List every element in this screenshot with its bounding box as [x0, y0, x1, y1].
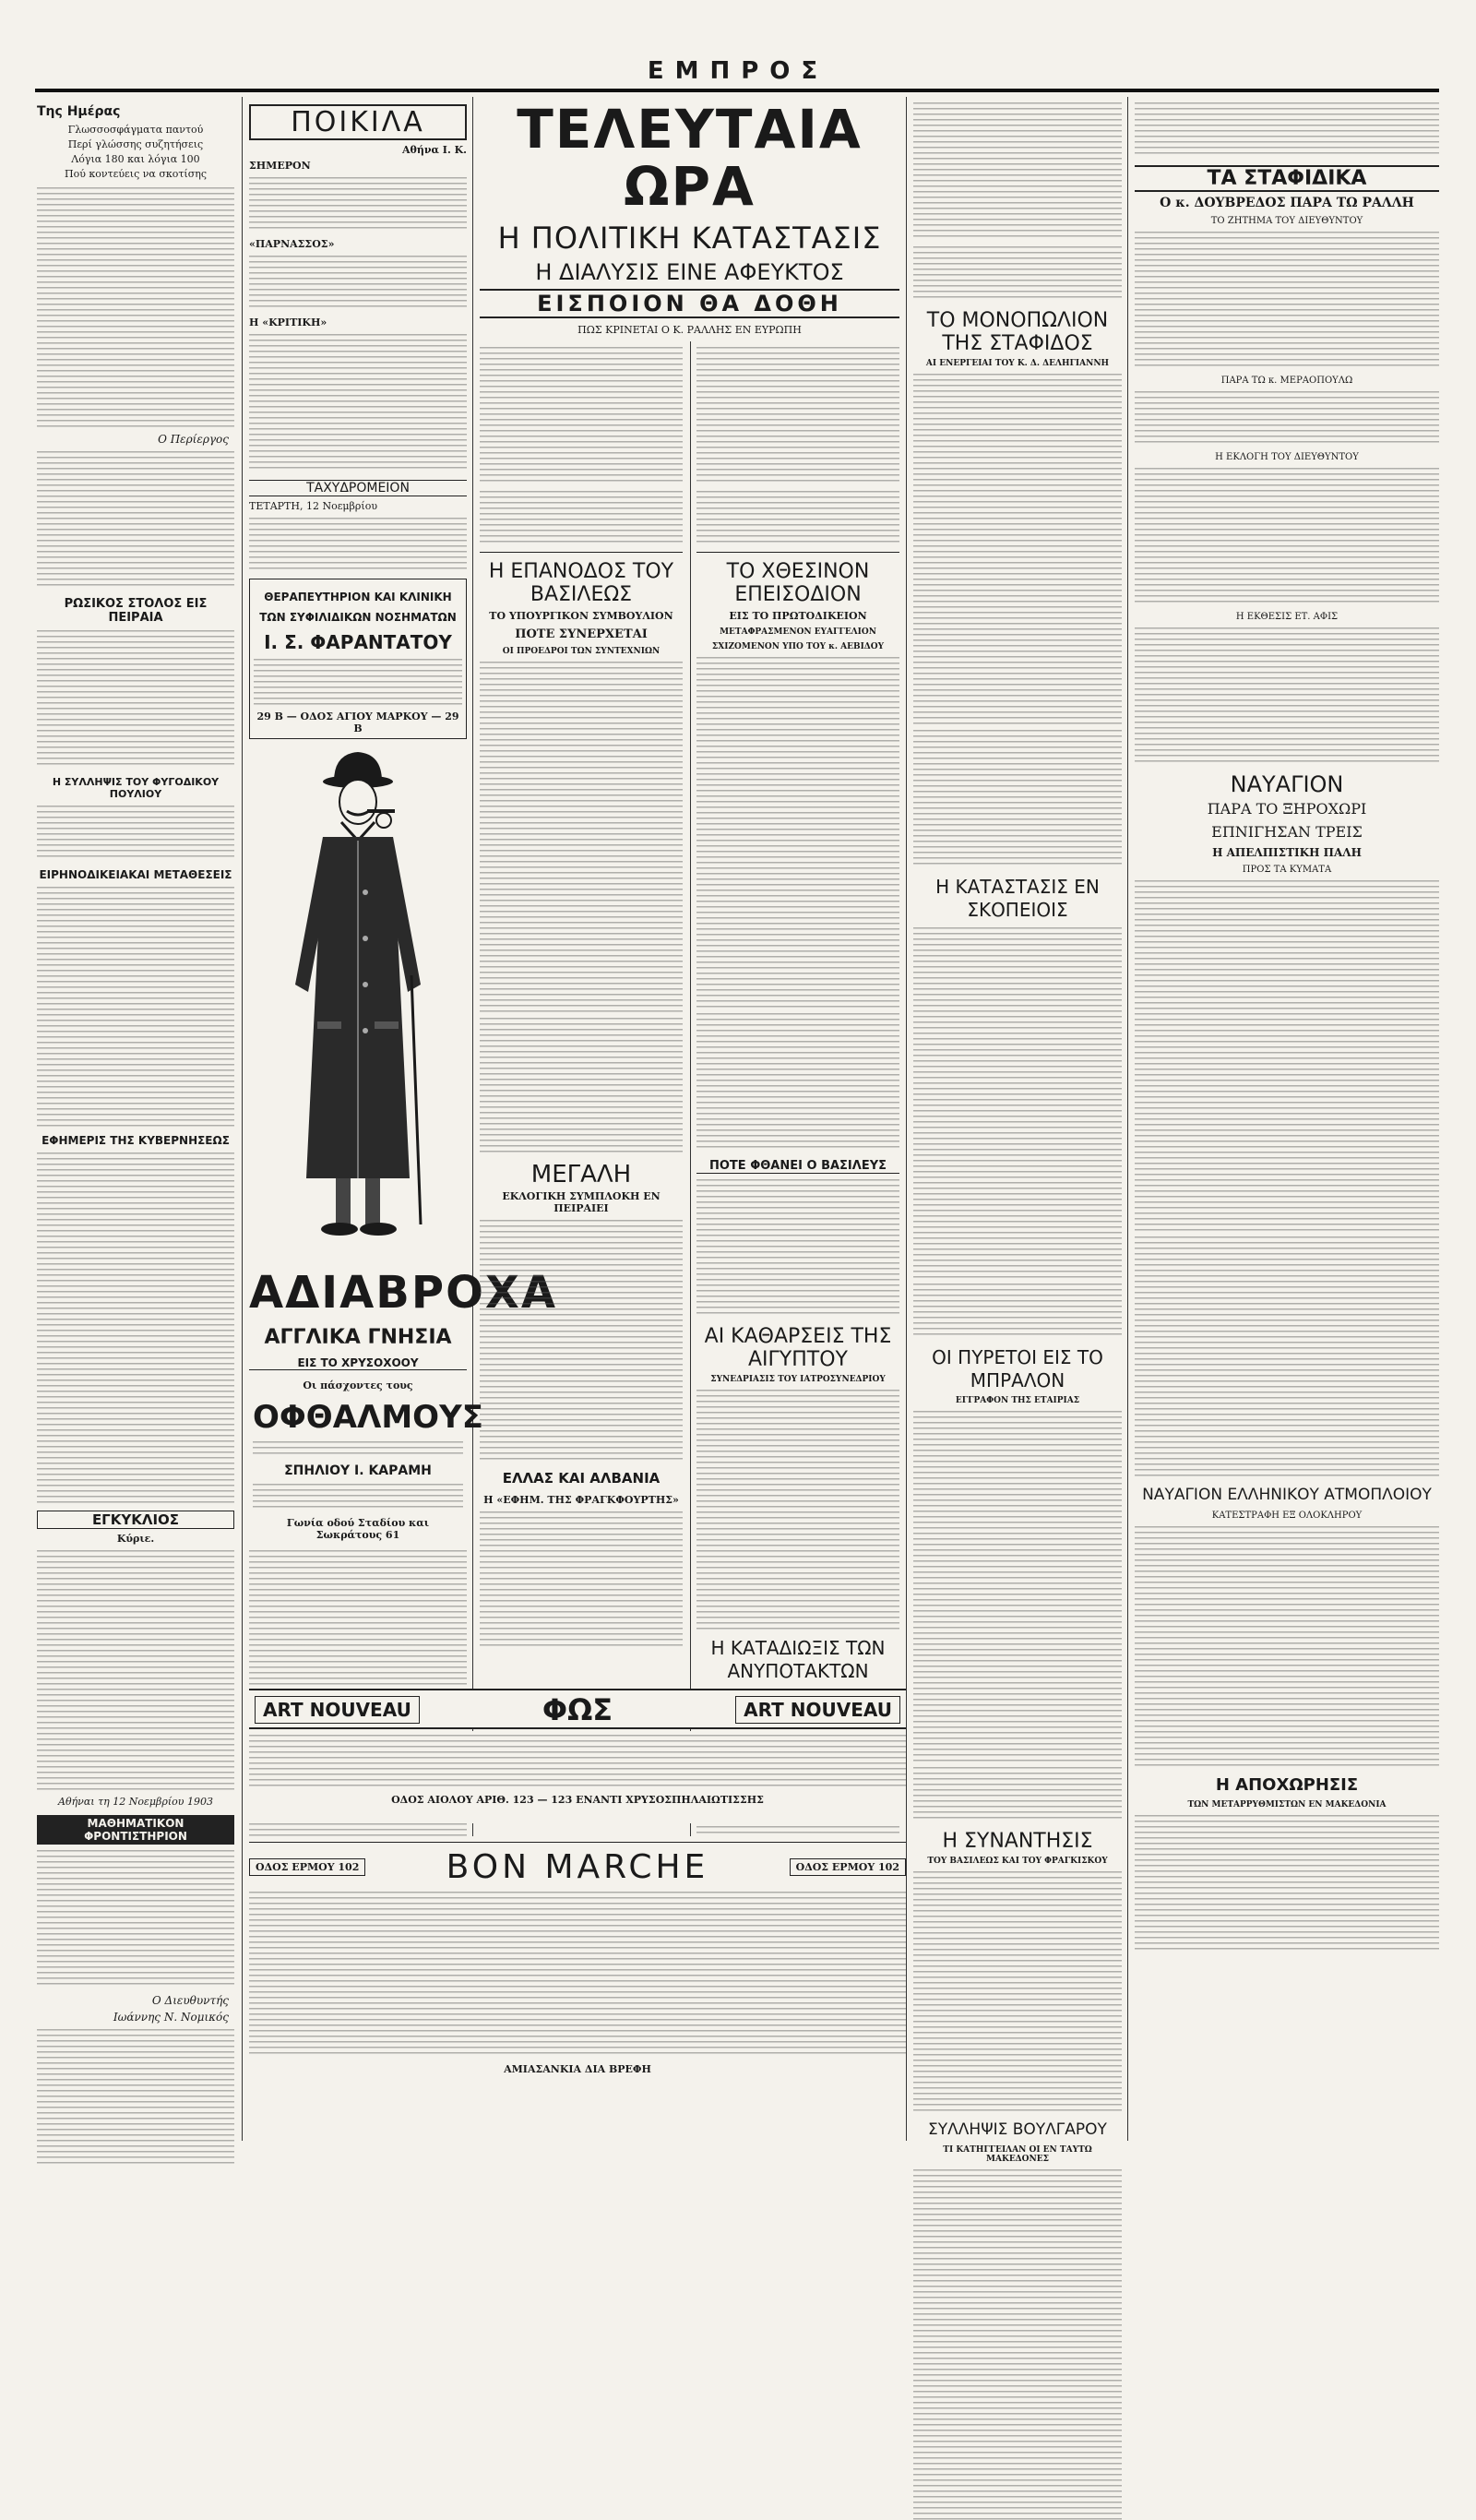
- date-line: Αθήναι τη 12 Νοεμβρίου 1903: [58, 1796, 213, 1808]
- column-3: [480, 97, 899, 1682]
- column-divider: [472, 97, 473, 2141]
- section-heading: ΤΑ ΣΤΑΦΙΔΙΚΑ: [1135, 165, 1439, 192]
- text-block: [1135, 232, 1439, 370]
- poem-line: Περί γλώσσης συζητήσεις: [67, 138, 204, 150]
- text-block: [696, 1013, 899, 1152]
- text-block: [37, 1550, 234, 1790]
- ad-subtitle: ΑΓΓΛΙΚΑ ΓΝΗΣΙΑ: [264, 1326, 452, 1349]
- lamp-advertisement-body: [249, 1731, 906, 1823]
- poem-line: Λόγια 180 και λόγια 100: [71, 153, 200, 165]
- ad-title: ΘΕΡΑΠΕΥΤΗΡΙΟΝ ΚΑΙ ΚΛΙΝΙΚΗ: [264, 591, 452, 603]
- ophthalmologist-advertisement: [249, 1376, 483, 1545]
- divider: [480, 552, 683, 553]
- signature: Ο Περίεργος: [158, 433, 229, 446]
- section-subheading: Η ΕΚΘΕΣΙΣ ΕΤ. ΑΦΙΣ: [1235, 612, 1339, 622]
- headline-4: ΕΙΣΠΟΙΟΝ ΘΑ ΔΟΘΗ: [480, 289, 899, 318]
- ad-label-left: ART NOUVEAU: [255, 1696, 420, 1724]
- section-heading: ΜΑΘΗΜΑΤΙΚΟΝ ΦΡΟΝΤΙΣΤΗΡΙΟΝ: [37, 1815, 234, 1845]
- column-divider: [906, 97, 907, 2141]
- ad-name: ΣΠΗΛΙΟΥ Ι. ΚΑΡΑΜΗ: [284, 1463, 432, 1478]
- text-block: [696, 1179, 899, 1318]
- section-heading: ΣΥΛΛΗΨΙΣ ΒΟΥΛΓΑΡΟΥ: [928, 2120, 1107, 2139]
- signature: Ο Διευθυντής: [151, 1994, 229, 2007]
- text-block: [37, 630, 234, 769]
- text-block: [37, 187, 234, 427]
- clinic-advertisement: [249, 579, 467, 739]
- text-block: [480, 347, 683, 485]
- text-block: [696, 657, 899, 1008]
- section-heading: Η ΚΑΤΑΣΤΑΣΙΣ ΕΝ ΣΚΟΠΕΙΟΙΣ: [935, 876, 1100, 921]
- text-block: [913, 927, 1122, 1278]
- section-subheading: ΜΕΤΑΦΡΑΣΜΕΝΟΝ ΕΥΑΓΓΕΛΙΟΝ: [720, 627, 876, 637]
- section-subheading: Η «ΕΦΗΜ. ΤΗΣ ΦΡΑΓΚΦΟΥΡΤΗΣ»: [483, 1494, 679, 1506]
- text-block: [480, 1220, 683, 1460]
- section-heading: ΤΟ ΧΘΕΣΙΝΟΝ ΕΠΕΙΣΟΔΙΟΝ: [726, 560, 870, 606]
- gentleman-illustration: [256, 745, 459, 1261]
- headline-2: Η ΠΟΛΙΤΙΚΗ ΚΑΤΑΣΤΑΣΙΣ: [497, 221, 882, 256]
- sub-column: [690, 341, 899, 1848]
- section-subheading: ΤΙ ΚΑΤΗΓΓΕΙΛΑΝ ΟΙ ΕΝ ΤΑΥΤΩ ΜΑΚΕΔΟΝΕΣ: [943, 2145, 1092, 2164]
- text-block: [37, 887, 234, 1127]
- text-block: [913, 730, 1122, 868]
- item-heading: ΣΗΜΕΡΟΝ: [249, 160, 311, 172]
- text-block: [254, 659, 462, 705]
- dateline: Αθήνα Ι. Κ.: [402, 144, 467, 156]
- text-block: [1135, 627, 1439, 766]
- section-heading: Η ΑΠΟΧΩΡΗΣΙΣ: [1215, 1775, 1359, 1795]
- section-heading: ΜΕΓΑΛΗ: [530, 1161, 632, 1188]
- section-subheading: ΚΑΤΕΣΤΡΑΦΗ ΕΞ ΟΛΟΚΛΗΡΟΥ: [1211, 1511, 1363, 1521]
- section-subheading: ΣΥΝΕΔΡΙΑΣΙΣ ΤΟΥ ΙΑΤΡΟΣΥΝΕΔΡΙΟΥ: [710, 1375, 886, 1384]
- text-block: [1135, 1526, 1439, 1766]
- section-subheading: Ο κ. ΔΟΥΒΡΕΔΟΣ ΠΑΡΑ ΤΩ ΡΑΛΛΗ: [1160, 196, 1414, 210]
- text-block: [913, 246, 1122, 302]
- ad-address: 29 Β — ΟΔΟΣ ΑΓΙΟΥ ΜΑΡΚΟΥ — 29 Β: [256, 711, 459, 735]
- poem: [37, 123, 234, 182]
- section-heading: ΑΙ ΚΑΘΑΡΣΕΙΣ ΤΗΣ ΑΙΓΥΠΤΟΥ: [704, 1325, 892, 1371]
- section-heading: ΝΑΥΑΓΙΟΝ: [1230, 771, 1344, 797]
- ad-lead: Οι πάσχοντες τους: [303, 1379, 413, 1391]
- divider: [696, 552, 899, 553]
- column-2: [249, 97, 558, 2141]
- text-block: [37, 1153, 234, 1503]
- ad-address-right: ΟΔΟΣ ΕΡΜΟΥ 102: [790, 1858, 906, 1876]
- masthead-title: ΕΜΠΡΟΣ: [647, 57, 829, 85]
- sub-column: [480, 341, 683, 1848]
- section-heading: Η ΚΑΤΑΔΙΩΞΙΣ ΤΩΝ ΑΝΥΠΟΤΑΚΤΩΝ: [710, 1637, 886, 1682]
- ad-shop: ΕΙΣ ΤΟ ΧΡΥΣΟΧΟΟΥ: [249, 1356, 467, 1370]
- section-subheading: ΠΑΡΑ ΤΩ κ. ΜΕΡΑΟΠΟΥΛΩ: [1220, 376, 1353, 386]
- text-block: [249, 1735, 906, 1790]
- section-subheading: ΤΩΝ ΜΕΤΑΡΡΥΘΜΙΣΤΩΝ ΕΝ ΜΑΚΕΔΟΝΙΑ: [1187, 1800, 1387, 1809]
- text-block: [913, 1284, 1122, 1339]
- text-block: [480, 491, 683, 546]
- text-block: [1135, 1236, 1439, 1476]
- section-heading: ΤΟ ΜΟΝΟΠΩΛΙΟΝ ΤΗΣ ΣΤΑΦΙΔΟΣ: [926, 309, 1109, 355]
- section-heading: ΝΑΥΑΓΙΟΝ ΕΛΛΗΝΙΚΟΥ ΑΤΜΟΠΛΟΙΟΥ: [1142, 1486, 1432, 1504]
- ad-address-left: ΟΔΟΣ ΕΡΜΟΥ 102: [249, 1858, 365, 1876]
- section-subheading: ΟΙ ΠΡΟΕΔΡΟΙ ΤΩΝ ΣΥΝΤΕΧΝΙΩΝ: [502, 647, 661, 656]
- lamp-advertisement: [249, 1689, 906, 1729]
- section-subheading: ΠΡΟΣ ΤΑ ΚΥΜΑΤΑ: [1242, 865, 1332, 875]
- section-heading: Η ΕΠΑΝΟΔΟΣ ΤΟΥ ΒΑΣΙΛΕΩΣ: [488, 560, 674, 606]
- column-1: [37, 97, 234, 2141]
- item-heading: ΤΕΤΑΡΤΗ, 12 Νοεμβρίου: [249, 500, 378, 512]
- ad-subtitle: ΤΩΝ ΣΥΦΙΛΙΔΙΚΩΝ ΝΟΣΗΜΑΤΩΝ: [259, 611, 457, 624]
- ad-label-right: ART NOUVEAU: [735, 1696, 900, 1724]
- masthead-rule: [35, 89, 1439, 92]
- section-heading: ΟΙ ΠΥΡΕΤΟΙ ΕΙΣ ΤΟ ΜΠΡΑΛΟΝ: [932, 1346, 1103, 1391]
- ad-name: Ι. Σ. ΦΑΡΑΝΤΑΤΟΥ: [264, 631, 452, 653]
- section-subheading: ΠΟΤΕ ΣΥΝΕΡΧΕΤΑΙ: [515, 627, 648, 641]
- section-heading: ΕΦΗΜΕΡΙΣ ΤΗΣ ΚΥΒΕΡΝΗΣΕΩΣ: [42, 1134, 230, 1147]
- text-block: [1135, 391, 1439, 447]
- ad-headline: ΟΦΘΑΛΜΟΥΣ: [253, 1399, 483, 1436]
- text-block: [913, 374, 1122, 724]
- ad-address: ΟΔΟΣ ΑΙΟΛΟΥ ΑΡΙΘ. 123 — 123 ΕΝΑΝΤΙ ΧΡΥΣΟΣΠΗΛΑΙΩΤΙΣΣΗΣ: [391, 1794, 764, 1806]
- text-block: [1135, 102, 1439, 158]
- section-subheading: Η ΑΠΕΛΠΙΣΤΙΚΗ ΠΑΛΗ: [1212, 846, 1362, 859]
- poem-line: Πού κοντεύεις να σκοτίσης: [65, 168, 207, 180]
- item-heading: Η «ΚΡΙΤΙΚΗ»: [249, 316, 327, 328]
- section-title: ΠΟΙΚΙΛΑ: [249, 104, 467, 140]
- text-block: [249, 1892, 906, 2058]
- ad-headline: ΦΩΣ: [542, 1692, 613, 1727]
- text-block: [1135, 468, 1439, 606]
- text-block: [696, 1390, 899, 1630]
- section-subheading: ΤΟ ΥΠΟΥΡΓΙΚΟΝ ΣΥΜΒΟΥΛΙΟΝ: [489, 610, 673, 622]
- section-heading: ΡΩΣΙΚΟΣ ΣΤΟΛΟΣ ΕΙΣ ΠΕΙΡΑΙΑ: [64, 597, 208, 625]
- text-block: [249, 256, 467, 311]
- column-4: [913, 97, 1122, 2164]
- text-block: [913, 1871, 1122, 2111]
- text-block: [249, 334, 467, 472]
- section-heading: ΤΑΧΥΔΡΟΜΕΙΟΝ: [249, 480, 467, 496]
- text-block: [253, 1484, 463, 1511]
- raincoat-advertisement: [249, 745, 558, 1370]
- text-block: [696, 347, 899, 485]
- poem-line: Γλωσσοσφάγματα παντού: [67, 124, 204, 136]
- section-subheading: ΕΙΣ ΤΟ ΠΡΩΤΟΔΙΚΕΙΟΝ: [729, 610, 867, 622]
- text-block: [480, 662, 683, 1012]
- ad-footer: ΑΜΙΑΣΑΝΚΙΑ ΔΙΑ ΒΡΕΦΗ: [504, 2063, 651, 2075]
- column-5: [1135, 97, 1439, 2141]
- divider: [249, 1842, 906, 1843]
- section-subheading: ΕΓΓΡΑΦΟΝ ΤΗΣ ΕΤΑΙΡΙΑΣ: [955, 1396, 1080, 1405]
- two-col-block: [480, 341, 899, 1848]
- section-heading: ΕΓΚΥΚΛΙΟΣ: [37, 1511, 234, 1529]
- section-heading: ΠΟΤΕ ΦΘΑΝΕΙ Ο ΒΑΣΙΛΕΥΣ: [696, 1159, 899, 1174]
- text-block: [913, 102, 1122, 241]
- ad-headline: BON MARCHE: [446, 1848, 709, 1886]
- text-block: [37, 451, 234, 590]
- text-block: [913, 2169, 1122, 2520]
- section-subheading: ΤΟ ΖΗΤΗΜΑ ΤΟΥ ΔΙΕΥΘΥΝΤΟΥ: [1210, 216, 1363, 226]
- text-block: [913, 1767, 1122, 1822]
- column-divider: [242, 97, 243, 2141]
- headline-3: Η ΔΙΑΛΥΣΙΣ ΕΙΝΕ ΑΦΕΥΚΤΟΣ: [535, 259, 844, 285]
- text-block: [696, 491, 899, 546]
- item-heading: «ΠΑΡΝΑΣΣΟΣ»: [249, 238, 335, 250]
- text-block: [249, 518, 467, 573]
- section-subheading: ΠΑΡΑ ΤΟ ΞΗΡΟΧΩΡΙ: [1207, 800, 1367, 818]
- bon-marche-advertisement: [249, 1836, 906, 2141]
- text-block: [1135, 880, 1439, 1231]
- text-block: [1135, 1815, 1439, 1953]
- text-block: [480, 1511, 683, 1650]
- section-heading: ΕΛΛΑΣ ΚΑΙ ΑΛΒΑΝΙΑ: [502, 1470, 661, 1487]
- text-block: [480, 1018, 683, 1156]
- section-subheading: Η ΕΚΛΟΓΗ ΤΟΥ ΔΙΕΥΘΥΝΤΟΥ: [1215, 452, 1359, 462]
- section-heading: Η ΣΥΛΛΗΨΙΣ ΤΟΥ ΦΥΓΟΔΙΚΟΥ ΠΟΥΛΙΟΥ: [52, 776, 220, 800]
- text-block: [37, 1850, 234, 1989]
- ad-headline: ΑΔΙΑΒΡΟΧΑ: [249, 1267, 558, 1319]
- section-subheading: ΤΟΥ ΒΑΣΙΛΕΩΣ ΚΑΙ ΤΟΥ ΦΡΑΓΚΙΣΚΟΥ: [927, 1857, 1108, 1866]
- section-heading: Της Ημέρας: [37, 104, 121, 119]
- text-block: [913, 1411, 1122, 1762]
- salutation: Κύριε.: [116, 1533, 155, 1545]
- section-subheading: ΕΚΛΟΓΙΚΗ ΣΥΜΠΛΟΚΗ ΕΝ ΠΕΙΡΑΙΕΙ: [502, 1190, 661, 1214]
- column-divider: [1127, 97, 1128, 2141]
- text-block: [37, 2029, 234, 2168]
- text-block: [37, 806, 234, 861]
- section-heading: Η ΣΥΝΑΝΤΗΣΙΣ: [942, 1830, 1093, 1853]
- main-headline: ΤΕΛΕΥΤΑΙΑ ΩΡΑ: [517, 98, 863, 218]
- section-heading: ΕΙΡΗΝΟΔΙΚΕΙΑΚΑΙ ΜΕΤΑΘΕΣΕΙΣ: [39, 868, 232, 881]
- text-block: [253, 1441, 463, 1456]
- section-subheading: ΕΠΝΙΓΗΣΑΝ ΤΡΕΙΣ: [1211, 823, 1363, 841]
- signature-name: Ιωάννης Ν. Νομικός: [113, 2011, 229, 2024]
- section-subheading: ΣΧΙΖΟΜΕΝΟΝ ΥΠΟ ΤΟΥ κ. ΑΕΒΙΔΟΥ: [711, 642, 885, 651]
- headline-5: ΠΩΣ ΚΡΙΝΕΤΑΙ Ο Κ. ΡΑΛΛΗΣ ΕΝ ΕΥΡΩΠΗ: [577, 324, 802, 336]
- ad-address: Γωνία οδού Σταδίου και Σωκράτους 61: [286, 1517, 430, 1541]
- section-subheading: ΑΙ ΕΝΕΡΓΕΙΑΙ ΤΟΥ Κ. Δ. ΔΕΛΗΓΙΑΝΝΗ: [925, 359, 1110, 368]
- text-block: [249, 177, 467, 233]
